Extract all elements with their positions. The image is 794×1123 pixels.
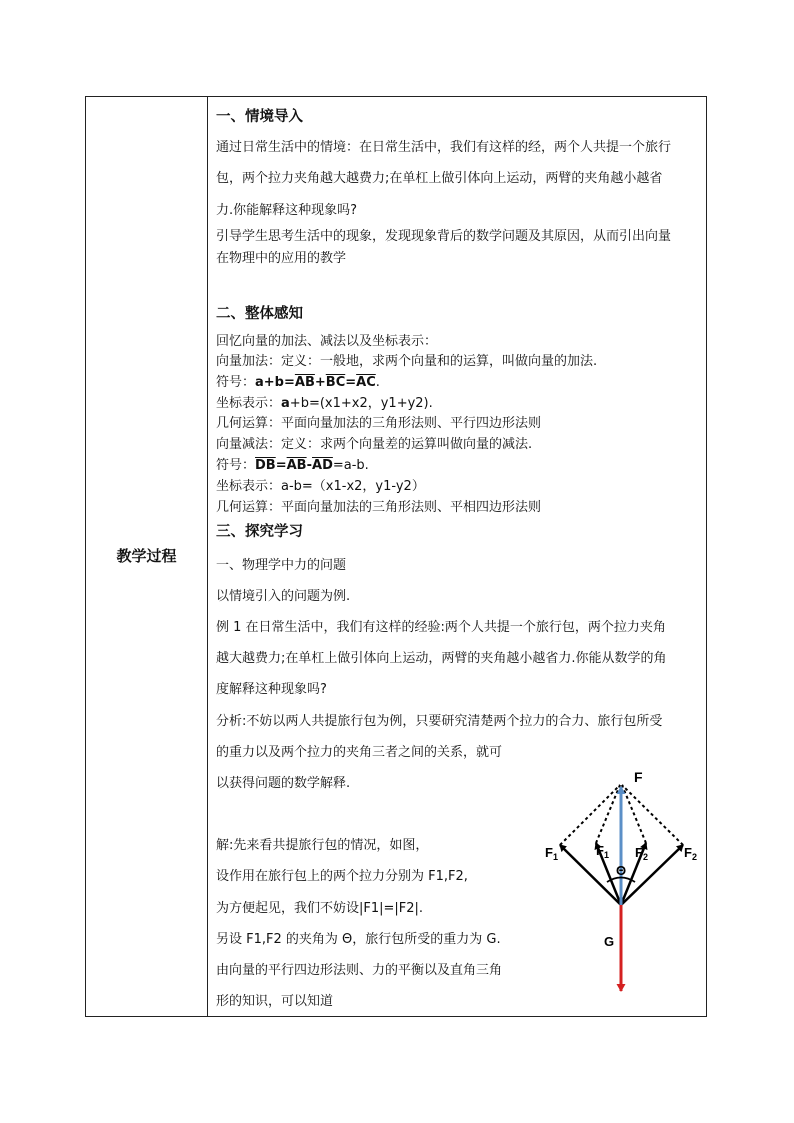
text-line: 由向量的平行四边形法则、力的平衡以及直角三角 xyxy=(216,963,503,978)
section-heading: 二、整体感知 xyxy=(216,306,303,322)
addition-symbol-line: 符号：$a+b=\overline{AB}+\overline{BC}=\overline{AC}$. xyxy=(216,375,380,390)
section-heading: 一、情境导入 xyxy=(216,109,303,125)
text-line: 解:先来看共提旅行包的情况，如图， xyxy=(216,838,429,853)
label-f2-inner: $F_2$ xyxy=(635,845,648,862)
text-line: 引导学生思考生活中的现象，发现现象背后的数学问题及其原因，从而引出向量 xyxy=(216,229,672,244)
text-line: 几何运算：平面向量加法的三角形法则、平相四边形法则 xyxy=(216,500,542,515)
text-line: 通过日常生活中的情境：在日常生活中，我们有这样的经，两个人共提一个旅行 xyxy=(216,140,672,155)
force-arrow-f2-outer xyxy=(621,845,683,905)
text-line: 包，两个拉力夹角越大越费力;在单杠上做引体向上运动，两臂的夹角越小越省 xyxy=(216,171,663,186)
column-divider xyxy=(207,97,208,1016)
row-label: 教学过程 xyxy=(116,547,177,565)
text-line: 度解释这种现象吗? xyxy=(216,682,327,697)
force-arrow-f1-outer xyxy=(560,845,621,905)
text-line: 分析:不妨以两人共提旅行包为例，只要研究清楚两个拉力的合力、旅行包所受 xyxy=(216,714,663,729)
label-f1-inner: $F_1$ xyxy=(596,843,609,860)
text-line: 向量加法：定义：一般地，求两个向量和的运算，叫做向量的加法. xyxy=(216,354,598,369)
section-heading: 三、探究学习 xyxy=(216,524,303,540)
text-line: 在物理中的应用的教学 xyxy=(216,251,347,266)
label-theta: Θ xyxy=(616,863,627,878)
force-diagram xyxy=(540,765,705,1000)
label-f2-outer: $F_2$ xyxy=(684,845,697,862)
text-line: 力.你能解释这种现象吗? xyxy=(216,203,358,218)
text-line: 回忆向量的加法、减法以及坐标表示： xyxy=(216,334,438,349)
text-line: 以获得问题的数学解释. xyxy=(216,776,351,791)
addition-coord-line: 坐标表示：a+b=(x1+x2，y1+y2). xyxy=(216,396,433,411)
text-line: 坐标表示：a-b=（x1-x2，y1-y2） xyxy=(216,479,425,494)
text-line: 一、物理学中力的问题 xyxy=(216,558,347,573)
text-line: 另设 F1,F2 的夹角为 Θ，旅行包所受的重力为 G. xyxy=(216,932,501,947)
text-line: 例 1 在日常生活中，我们有这样的经验:两个人共提一个旅行包，两个拉力夹角 xyxy=(216,620,666,635)
text-line: 越大越费力;在单杠上做引体向上运动，两臂的夹角越小越省力.你能从数学的角 xyxy=(216,651,667,666)
text-line: 为方便起见，我们不妨设|F1|=|F2|. xyxy=(216,901,424,916)
label-f1-outer: $F_1$ xyxy=(545,845,558,862)
label-g: G xyxy=(604,934,615,949)
subtraction-symbol-line: 符号：$\overline{DB}=\overline{AB}-\overline{AD}=a-b$. xyxy=(216,458,369,473)
text-line: 设作用在旅行包上的两个拉力分别为 F1,F2, xyxy=(216,869,468,884)
text-line: 向量减法：定义：求两个向量差的运算叫做向量的减法. xyxy=(216,437,533,452)
text-line: 的重力以及两个拉力的夹角三者之间的关系，就可 xyxy=(216,745,503,760)
text-line: 几何运算：平面向量加法的三角形法则、平行四边形法则 xyxy=(216,416,542,431)
text-line: 以情境引入的问题为例. xyxy=(216,589,351,604)
label-f: F xyxy=(634,769,643,785)
text-line: 形的知识，可以知道 xyxy=(216,994,334,1009)
